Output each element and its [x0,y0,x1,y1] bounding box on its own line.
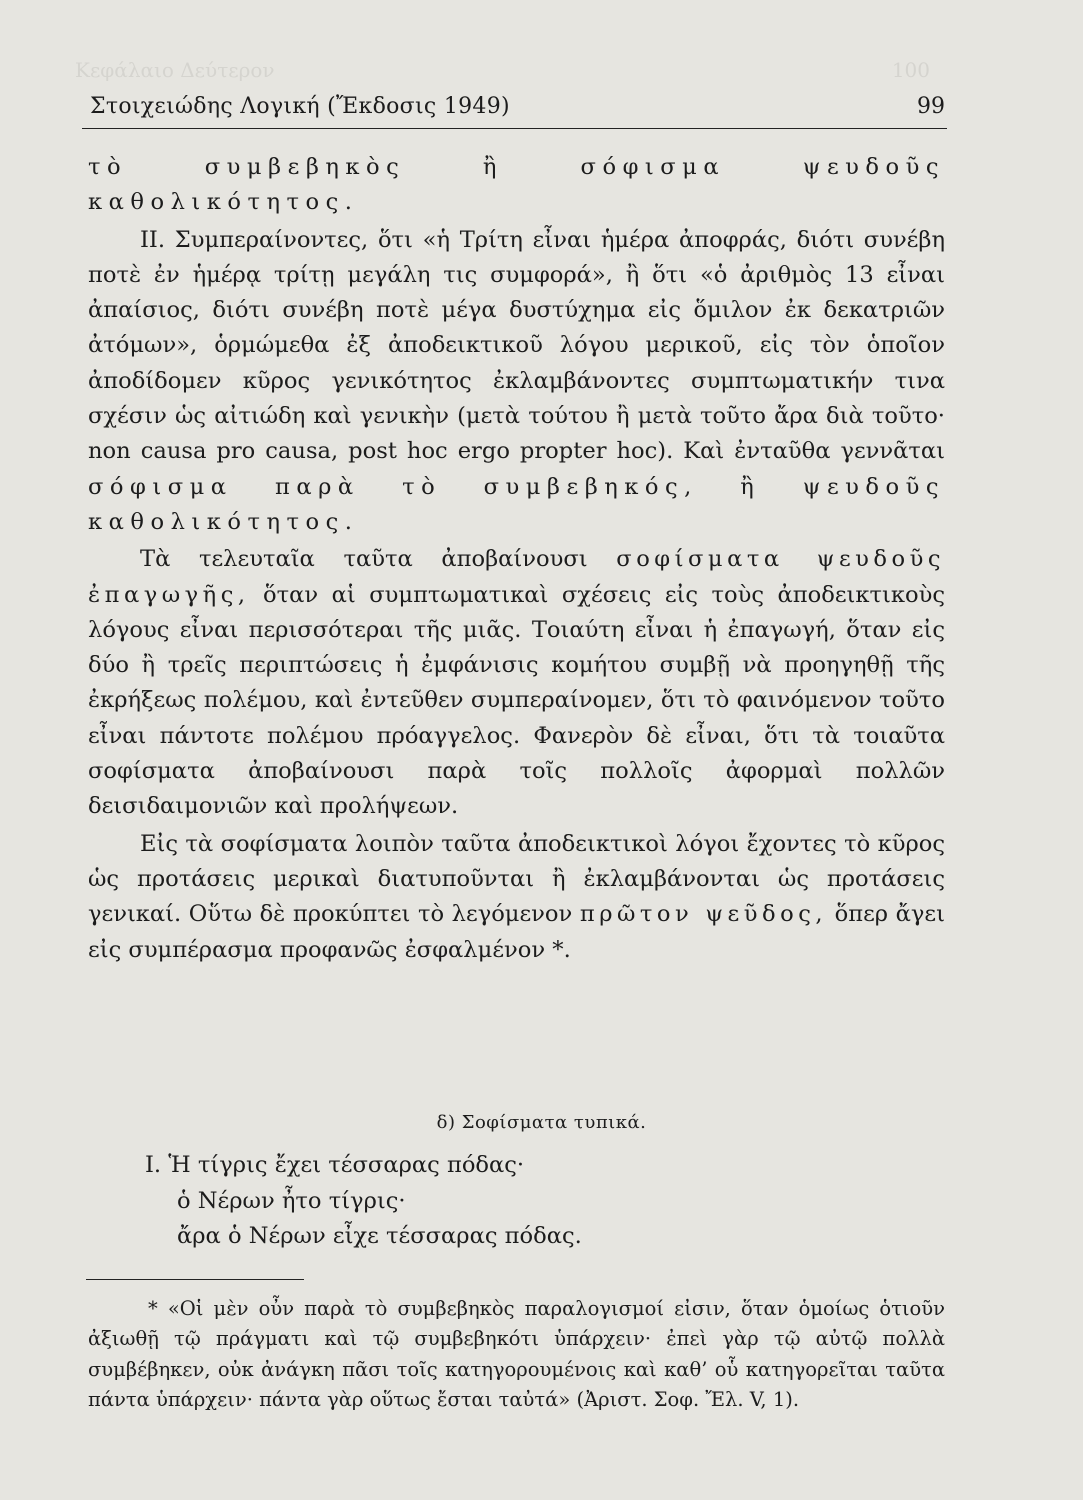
running-title: Στοιχειώδης Λογική (Ἔκδοσις 1949) [90,94,510,119]
paragraph-text: ὅπερ ἄγει εἰς συμπέρασμα προφανῶς ἐσφαλμένον *. [88,901,945,963]
example-line-1: I. Ἡ τίγρις ἔχει τέσσαρας πόδας· [145,1152,525,1178]
paragraph-2 [88,223,945,541]
paragraph-1 [88,150,945,221]
spaced-term: τὸ συμβεβηκὸς ἢ σόφισμα ψευδοῦς καθολικότητος. [88,154,945,216]
paragraph-text: Εἰς τὰ σοφίσματα λοιπὸν ταῦτα ἀποδεικτικοὶ λόγοι ἔχοντες τὸ κῦρος ὡς προτάσεις μερικαὶ διατυποῦνται ἢ ἐκλαμβάνονται ὡς προτάσεις γενικαί. Οὕτω δὲ προκύπτει τὸ λεγόμενον [88,830,945,928]
paragraph-text: Τὰ τελευταῖα ταῦτα ἀποβαίνουσι [140,546,588,573]
paragraph-text: ὅταν αἱ συμπτωματικαὶ σχέσεις εἰς τοὺς ἀποδεικτικοὺς λόγους εἶναι περισσότεραι τῆς μιᾶς. Τοιαύτη εἶναι ἡ ἐπαγωγή, ὅταν εἰς δύο ἢ τρεῖς περιπτώσεις ἡ ἐμφάνισις κομήτου συμβῇ νὰ προηγηθῇ τῆς ἐκρήξεως πολέμου, καὶ ἐντεῦθεν συμπεραίνομεν, ὅτι τὸ φαινόμενον τοῦτο εἶναι πάντοτε πολέμου πρόαγγελος. Φανερὸν δὲ εἶναι, ὅτι τὰ τοιαῦτα σοφίσματα ἀποβαίνουσι παρὰ τοῖς πολλοῖς ἀφορμαὶ πολλῶν δεισιδαιμονιῶν καὶ προλήψεων. [88,581,945,820]
footnote-text: * «Οἱ μὲν οὖν παρὰ τὸ συμβεβηκὸς παραλογισμοί εἰσιν, ὅταν ὁμοίως ὁτιοῦν ἀξιωθῇ τῷ πράγματι καὶ τῷ συμβεβηκότι ὑπάρχειν· ἐπεὶ γὰρ τῷ αὐτῷ πολλὰ συμβέβηκεν, οὐκ ἀνάγκη πᾶσι τοῖς κατηγορουμένοις καὶ καθ’ οὗ κατηγορεῖται ταῦτα πάντα ὑπάρχειν· πάντα γὰρ οὕτως ἔσται ταὐτά» (Ἀριστ. Σοφ. Ἔλ. V, 1). [88,1297,945,1411]
paragraph-text: II. Συμπεραίνοντες, ὅτι «ἡ Τρίτη εἶναι ἡμέρα ἀποφράς, διότι συνέβη ποτὲ ἐν ἡμέρᾳ τρίτῃ μεγάλη τις συμφορά», ἢ ὅτι «ὁ ἀριθμὸς 13 εἶναι ἀπαίσιος, διότι συνέβη ποτὲ μέγα δυστύχημα εἰς ὅμιλον ἐκ δεκατριῶν ἀτόμων», ὁρμώμεθα ἐξ ἀποδεικτικοῦ λόγου μερικοῦ, εἰς τὸν ὁποῖον ἀποδίδομεν κῦρος γενικότητος ἐκλαμβάνοντες συμπτωματικήν τινα σχέσιν ὡς αἰτιώδη καὶ γενικὴν (μετὰ τούτου ἢ μετὰ τοῦτο ἄρα διὰ τοῦτο· non causa pro causa, post hoc ergo propter hoc). Καὶ ἐνταῦθα γεννᾶται [88,226,945,465]
paragraph-4 [88,827,945,968]
main-text [88,150,945,968]
page-number: 99 [917,94,945,119]
spaced-term: πρῶτον ψεῦδος, [579,901,828,928]
paragraph-3 [88,542,945,824]
spaced-term: σοφίσματα ψευδοῦς ἐπαγωγῆς, [88,546,945,608]
bleed-through-text [75,58,935,82]
example-line-3: ἄρα ὁ Νέρων εἶχε τέσσαρας πόδας. [177,1223,582,1250]
footnote [88,1294,945,1415]
syllogism-example [145,1148,582,1255]
spaced-term: σόφισμα παρὰ τὸ συμβεβηκός, ἢ ψευδοῦς καθολικότητος. [88,473,945,535]
section-subheading: δ) Σοφίσματα τυπικά. [436,1112,647,1133]
bleed-through-heading: Κεφάλαιο Δεύτερον [75,58,275,82]
running-header [82,92,947,129]
footnote-separator [86,1279,304,1280]
bleed-through-page-number: 100 [891,58,930,82]
example-line-2: ὁ Νέρων ἦτο τίγρις· [177,1187,406,1214]
